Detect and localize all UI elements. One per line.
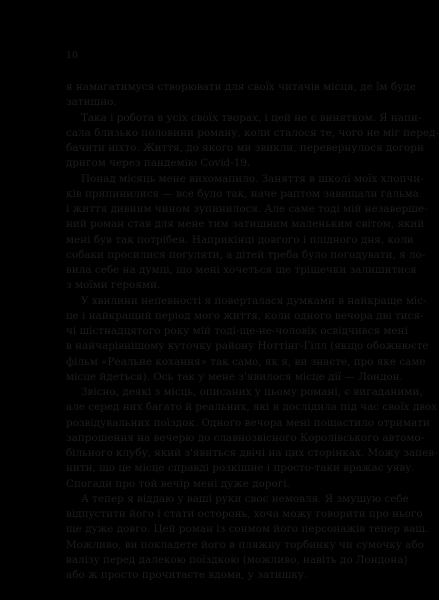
text-line: запрошення на вечерю до славнозвісного Королівського автомо- bbox=[66, 431, 425, 444]
page-number: 10 bbox=[66, 50, 79, 61]
text-line: ще дуже довго. Цей роман із сонмом його персонажів тепер ваш. bbox=[66, 523, 429, 536]
text-line: місце йдеться). Ось так у мене з'явилося місце дії — Лондон. bbox=[66, 370, 403, 383]
text-line: А тепер я віддаю у ваші руки своє немовля. Я змушую себе bbox=[81, 492, 409, 505]
text-line: нити, що це місце справді розкішне і просто-таки вражає уяву. bbox=[66, 462, 415, 475]
text-line: ків припинилися — все було так, наче раптом завищали гальма bbox=[66, 187, 419, 200]
text-line: з моїми героями. bbox=[66, 279, 161, 292]
text-line: ний роман став для мене тим затишним маленьким світом, який bbox=[66, 218, 425, 231]
text-line: вила себе на думці, що мені хочеться ще трішечки залишитися bbox=[66, 264, 417, 276]
text-line: дриґом через пандемію Covid-19. bbox=[66, 157, 251, 170]
text-line: чі шістнадцятого року мій тоді-ще-не-чоловік освідчився мені bbox=[66, 325, 408, 337]
text-line: фільм «Реальне кохання» так само, як я, ви знаєте, про яке саме bbox=[66, 355, 426, 368]
text-line: У хвилини непевності я поверталася думками в найкраще міс- bbox=[81, 294, 427, 307]
text-line: це і найкращий період мого життя, коли одного вечора дві тися- bbox=[66, 309, 424, 322]
text-line: затишно. bbox=[66, 96, 117, 109]
text-line: в найчарівнішому куточку району Ноттінг-Гілл (якщо обожнюєте bbox=[66, 340, 429, 353]
text-line: Звісно, деякі з місць, описаних у цьому романі, є вигаданими, bbox=[81, 386, 423, 398]
text-line: Можливо, ви покладете його в пляжну торбинку чи сумочку або bbox=[66, 538, 424, 551]
text-line: валізу перед далекою поїздкою (можливо, навіть до Лондона) bbox=[66, 553, 408, 566]
text-line: і життя дивним чином зупинилося. Але саме тоді мій незаверше- bbox=[66, 203, 428, 215]
text-line: Понад місяць мене вихомапило. Заняття в школі моїх хлопчи- bbox=[81, 172, 424, 185]
text-line: але серед них багато й реальних, які я дослідила під час своїх двох bbox=[66, 401, 438, 414]
text-line: розвідувальних поїздок. Одного вечора мені пощастило отримати bbox=[66, 416, 430, 429]
text-line: або ж просто прочитаєте вдома, у затишку. bbox=[66, 569, 308, 581]
text-line: мені був так потрібен. Наприкінці довгого і плідного дня, коли bbox=[66, 233, 414, 246]
text-line: більного клубу, який з'явиться двічі на цих сторінках. Можу запев- bbox=[66, 447, 438, 459]
text-line: Така і робота в усіх своїх творах, і цей не є винятком. Я напи- bbox=[81, 111, 422, 124]
text-line: собаки просилися погуляти, а дітей треба було погодувати, я ло- bbox=[66, 248, 426, 261]
text-line: бачити ніхто. Життя, до якого ми звикли, перевернулося догори bbox=[66, 142, 424, 154]
text-line: Спогади про той вечір мені дуже дорогі. bbox=[66, 477, 290, 490]
text-line: я намагатимуся створювати для своїх читачів місця, де їм буде bbox=[66, 81, 416, 93]
text-line: відпустити його і стати осторонь, хоча можу говорити про нього bbox=[66, 508, 423, 520]
text-line: сала близько половини роману, коли сталося те, чого не міг перед- bbox=[66, 126, 439, 139]
body-text bbox=[66, 80, 439, 583]
